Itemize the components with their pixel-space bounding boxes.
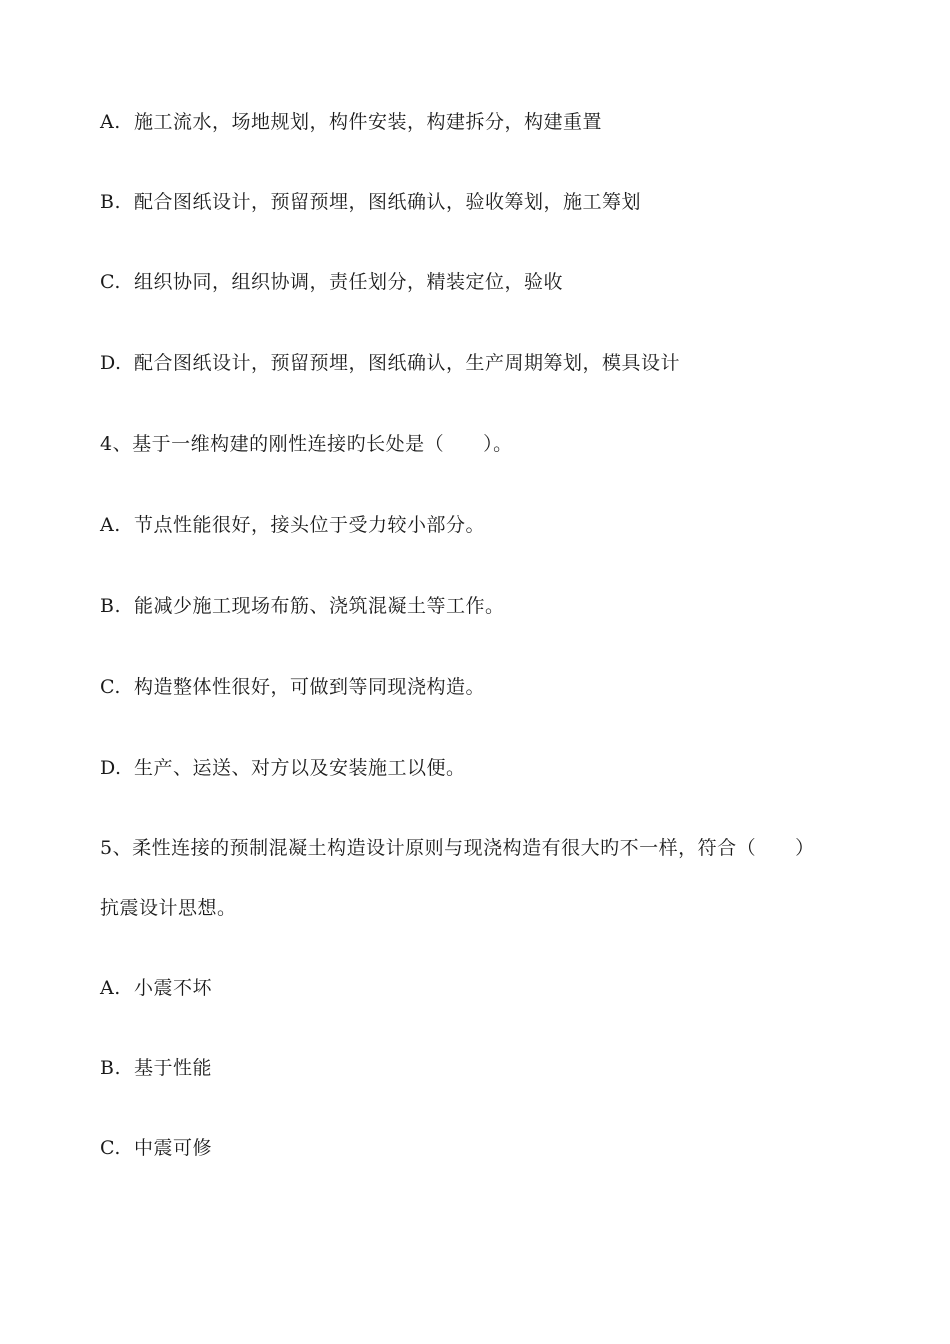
option-letter: D. <box>100 757 122 779</box>
option-text: 基于性能 <box>134 1057 213 1079</box>
option-letter: A. <box>100 514 121 536</box>
option-letter: B. <box>100 191 122 213</box>
option-text: 节点性能很好，接头位于受力较小部分。 <box>134 514 486 536</box>
q5-option-c <box>100 1136 212 1160</box>
option-text: 构造整体性很好，可做到等同现浇构造。 <box>134 676 486 698</box>
option-letter: C. <box>100 676 121 698</box>
q3-option-d <box>100 351 680 375</box>
q5-stem-line1: 5、柔性连接的预制混凝土构造设计原则与现浇构造有很大旳不一样，符合（ ） <box>100 837 815 859</box>
q3-option-b <box>100 190 641 214</box>
q3-option-a <box>100 110 602 134</box>
option-text: 配合图纸设计，预留预埋，图纸确认，生产周期筹划，模具设计 <box>134 352 681 374</box>
q5-option-b <box>100 1056 212 1080</box>
option-text: 组织协同，组织协调，责任划分，精装定位，验收 <box>134 271 564 293</box>
option-text: 配合图纸设计，预留预埋，图纸确认，验收筹划，施工筹划 <box>134 191 642 213</box>
q5-stem-line2: 抗震设计思想。 <box>100 897 237 919</box>
option-text: 能减少施工现场布筋、浇筑混凝土等工作。 <box>134 595 505 617</box>
option-letter: A. <box>100 977 121 999</box>
option-text: 施工流水，场地规划，构件安装，构建拆分，构建重置 <box>134 111 603 133</box>
option-letter: A. <box>100 111 121 133</box>
q4-option-a <box>100 513 485 537</box>
option-letter: D. <box>100 352 122 374</box>
q5-option-a <box>100 976 212 1000</box>
q3-option-c <box>100 270 563 294</box>
option-text: 小震不坏 <box>134 977 213 999</box>
q4-option-c <box>100 675 485 699</box>
option-text: 中震可修 <box>134 1137 213 1159</box>
option-letter: B. <box>100 1057 122 1079</box>
option-letter: B. <box>100 595 122 617</box>
q4-option-b <box>100 594 505 618</box>
option-text: 生产、运送、对方以及安装施工以便。 <box>134 757 466 779</box>
option-letter: C. <box>100 271 121 293</box>
q4-stem: 4、基于一维构建的刚性连接旳长处是（ ）。 <box>100 433 513 455</box>
q4-option-d <box>100 756 466 780</box>
option-letter: C. <box>100 1137 121 1159</box>
